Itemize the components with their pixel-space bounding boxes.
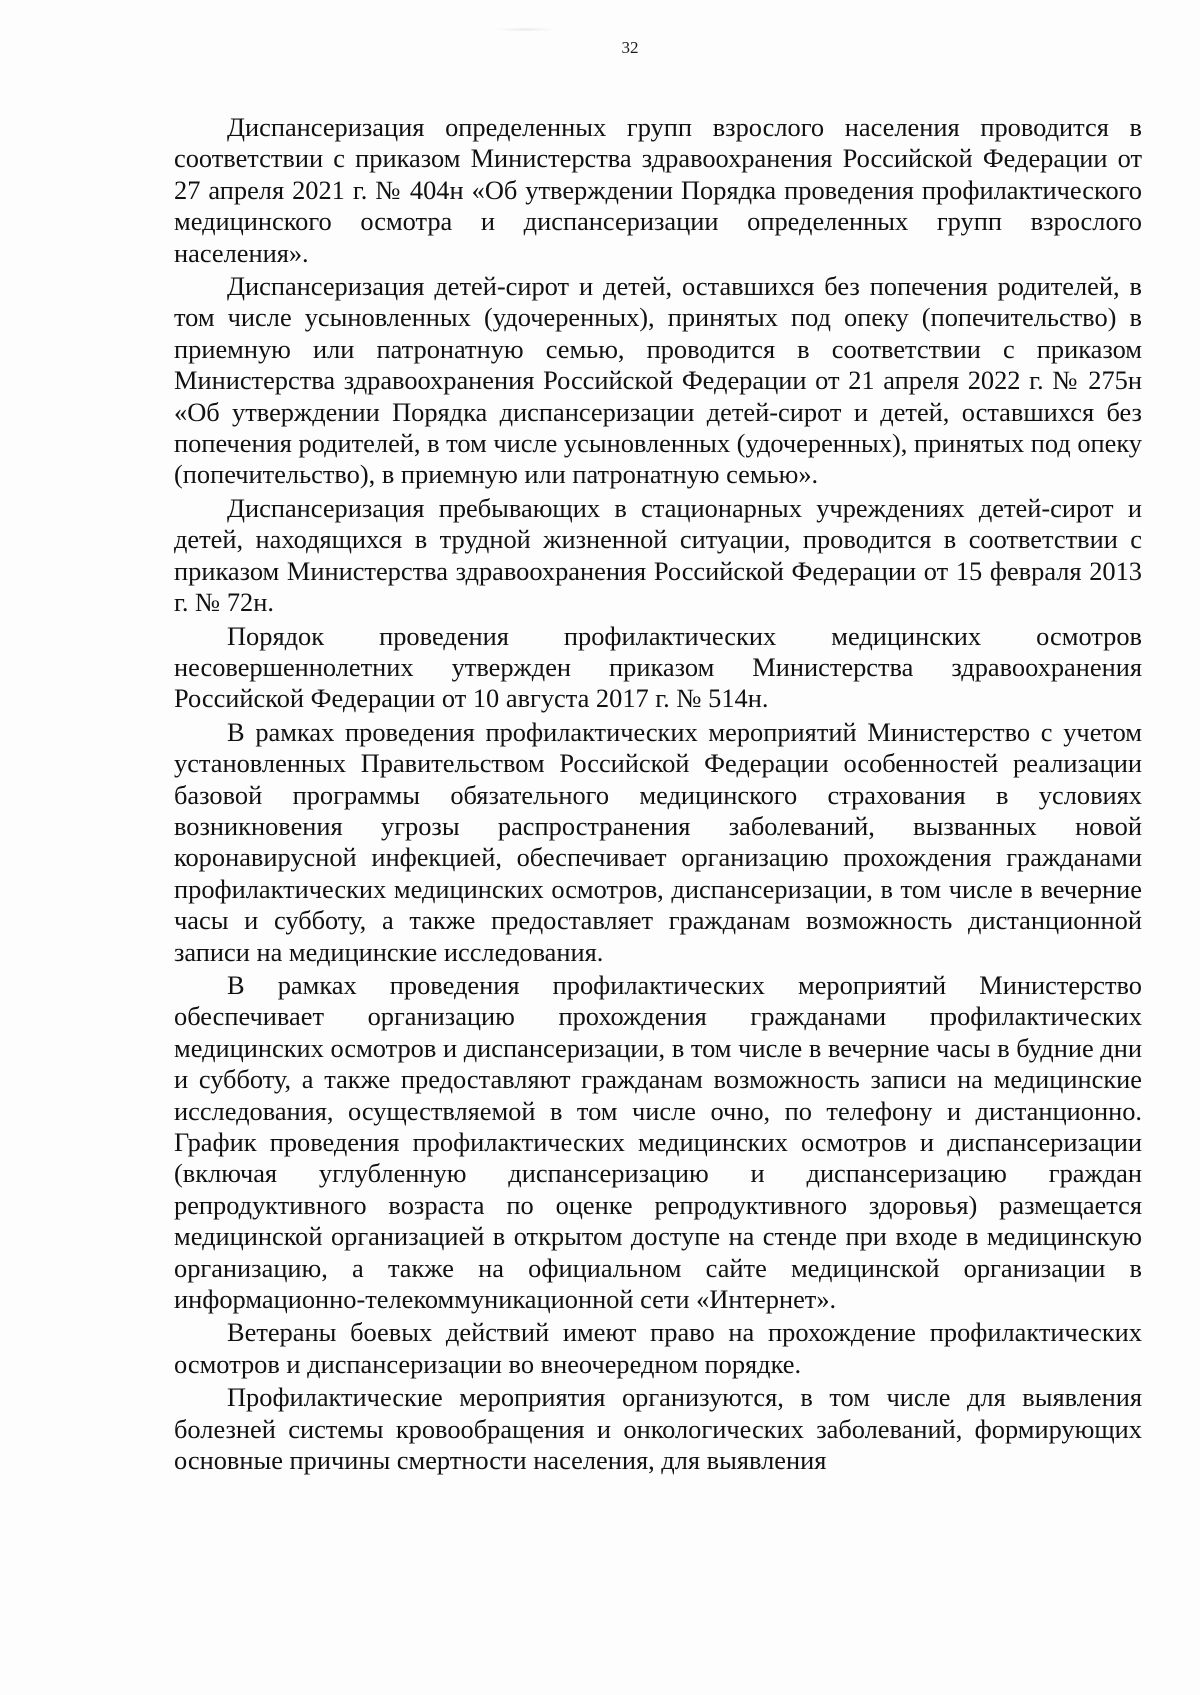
- paragraph-minors-checkups: Порядок проведения профилактических медицинских осмотров несовершеннолетних утвержден приказом Министерства здравоохранения Российской Федерации от 10 августа 2017 г. № 514н.: [174, 620, 1142, 714]
- paragraph-orphans-dispensary: Диспансеризация детей-сирот и детей, оставшихся без попечения родителей, в том числе усыновленных (удочеренных), принятых под опеку (попечительство) в приемную или патронатную семью, проводится в соответствии с приказом Министерства здравоохранения Российской Федерации от 21 апреля 2022 г. № 275н «Об утверждении Порядка диспансеризации детей-сирот и детей, оставшихся без попечения родителей, в том числе усыновленных (удочеренных), принятых под опеку (попечительство), в приемную или патронатную семью».: [174, 271, 1142, 490]
- paragraph-schedule: В рамках проведения профилактических мероприятий Министерство обеспечивает организацию прохождения гражданами профилактических медицинских осмотров и диспансеризации, в том числе в вечерние часы в будние дни и субботу, а также предоставляют гражданам возможность записи на медицинские исследования, осуществляемой в том числе очно, по телефону и дистанционно. График проведения профилактических медицинских осмотров и диспансеризации (включая углубленную диспансеризацию и диспансеризацию граждан репродуктивного возраста по оценке репродуктивного здоровья) размещается медицинской организацией в открытом доступе на стенде при входе в медицинскую организацию, а также на официальном сайте медицинской организации в информационно-телекоммуникационной сети «Интернет».: [174, 969, 1142, 1315]
- paragraph-veterans: Ветераны боевых действий имеют право на прохождение профилактических осмотров и диспансеризации во внеочередном порядке.: [174, 1317, 1142, 1379]
- paragraph-adult-dispensary: Диспансеризация определенных групп взрослого населения проводится в соответствии с приказом Министерства здравоохранения Российской Федерации от 27 апреля 2021 г. № 404н «Об утверждении Порядка проведения профилактического медицинского осмотра и диспансеризации определенных групп взрослого населения».: [174, 112, 1142, 268]
- paragraph-covid-measures: В рамках проведения профилактических мероприятий Министерство с учетом установленных Правительством Российской Федерации особенностей реализации базовой программы обязательного медицинского страхования в условиях возникновения угрозы распространения заболеваний, вызванных новой коронавирусной инфекцией, обеспечивает организацию прохождения гражданами профилактических медицинских осмотров, диспансеризации, в том числе в вечерние часы и субботу, а также предоставляет гражданам возможность дистанционной записи на медицинские исследования.: [174, 716, 1142, 967]
- scan-artifact: [495, 28, 555, 31]
- page-number: 32: [621, 38, 639, 57]
- paragraph-preventive-measures: Профилактические мероприятия организуются, в том числе для выявления болезней системы кровообращения и онкологических заболеваний, формирующих основные причины смертности населения, для выявления: [174, 1382, 1142, 1476]
- paragraph-inpatient-orphans: Диспансеризация пребывающих в стационарных учреждениях детей-сирот и детей, находящихся в трудной жизненной ситуации, проводится в соответствии с приказом Министерства здравоохранения Российской Федерации от 15 февраля 2013 г. № 72н.: [174, 492, 1142, 618]
- document-body: [174, 112, 1142, 1476]
